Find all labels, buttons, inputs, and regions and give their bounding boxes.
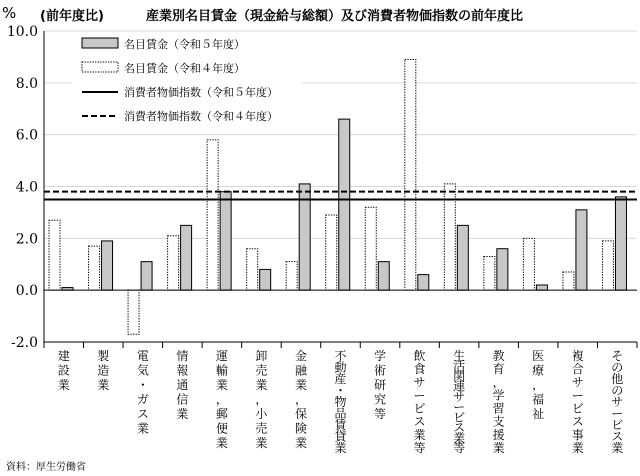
category-label: 教育，学習支援業 xyxy=(492,349,505,455)
category-label: 学術研究等 xyxy=(374,349,387,421)
bar-r5 xyxy=(576,210,587,290)
bar-r5 xyxy=(418,275,429,291)
category-label: 製造業 xyxy=(97,349,110,392)
bar-r4 xyxy=(365,207,376,290)
bar-r5 xyxy=(102,241,113,290)
bar-r4 xyxy=(602,241,613,290)
legend-swatch-r4-bar xyxy=(82,62,118,72)
bar-r5 xyxy=(220,192,231,290)
bar-r4 xyxy=(405,60,416,291)
chart-title: 産業別名目賃金（現金給与総額）及び消費者物価指数の前年度比 xyxy=(146,9,524,24)
category-label: 金融業，保険業 xyxy=(294,349,307,450)
y-tick-label: 6.0 xyxy=(15,127,38,144)
x-axis-categories xyxy=(58,348,623,455)
category-label: 複合サービス事業 xyxy=(571,349,584,455)
legend-label: 名目賃金（令和５年度） xyxy=(124,38,245,51)
bar-r5 xyxy=(497,249,508,290)
category-label: 卸売業，小売業 xyxy=(255,349,268,450)
bar-r5 xyxy=(536,285,547,290)
y-tick-label: 4.0 xyxy=(15,179,38,196)
bar-r5 xyxy=(378,262,389,291)
bar-r4 xyxy=(484,256,495,290)
y-tick-label: 2.0 xyxy=(15,231,38,248)
category-label: 生活関連サービス業等 xyxy=(453,349,466,455)
legend-label: 消費者物価指数（令和４年度） xyxy=(124,110,278,123)
legend-label: 名目賃金（令和４年度） xyxy=(124,62,245,75)
category-label: 飲食サービス業等 xyxy=(413,349,426,455)
y-tick-label: 10.0 xyxy=(6,24,38,40)
bar-r4 xyxy=(89,246,100,290)
bar-r5 xyxy=(181,225,192,290)
bar-r5 xyxy=(339,119,350,290)
category-label: 不動産・物品賃貸業 xyxy=(334,349,347,455)
bar-r4 xyxy=(49,220,60,290)
y-tick-label: 8.0 xyxy=(15,75,38,92)
bar-r5 xyxy=(457,225,468,290)
bar-r5 xyxy=(615,197,626,290)
category-label: その他のサービス業 xyxy=(611,349,624,455)
category-label: 情報通信業 xyxy=(176,349,189,421)
category-label: 運輸業，郵便業 xyxy=(215,349,228,450)
legend xyxy=(72,33,302,132)
bar-r4 xyxy=(128,290,139,334)
bar-r4 xyxy=(326,215,337,290)
category-label: 建設業 xyxy=(57,349,70,392)
y-unit-label: % xyxy=(2,4,17,22)
chart-subtitle: (前年度比) xyxy=(40,9,104,24)
category-label: 電気・ガス業 xyxy=(136,349,149,436)
y-tick-label: -2.0 xyxy=(11,335,38,351)
source-note: 資料：厚生労働省 xyxy=(6,462,86,473)
legend-swatch-r5-bar xyxy=(82,38,118,48)
bar-r4 xyxy=(563,272,574,290)
category-label: 医療，福祉 xyxy=(532,349,545,421)
y-tick-label: 0.0 xyxy=(15,283,38,300)
bar-r4 xyxy=(207,140,218,290)
bar-r4 xyxy=(523,238,534,290)
legend-label: 消費者物価指数（令和５年度） xyxy=(124,86,278,99)
bar-r5 xyxy=(141,262,152,291)
y-axis-ticks xyxy=(7,24,38,351)
bar-r4 xyxy=(168,236,179,290)
bar-r5 xyxy=(260,269,271,290)
bar-r4 xyxy=(286,262,297,291)
bar-r4 xyxy=(247,249,258,290)
